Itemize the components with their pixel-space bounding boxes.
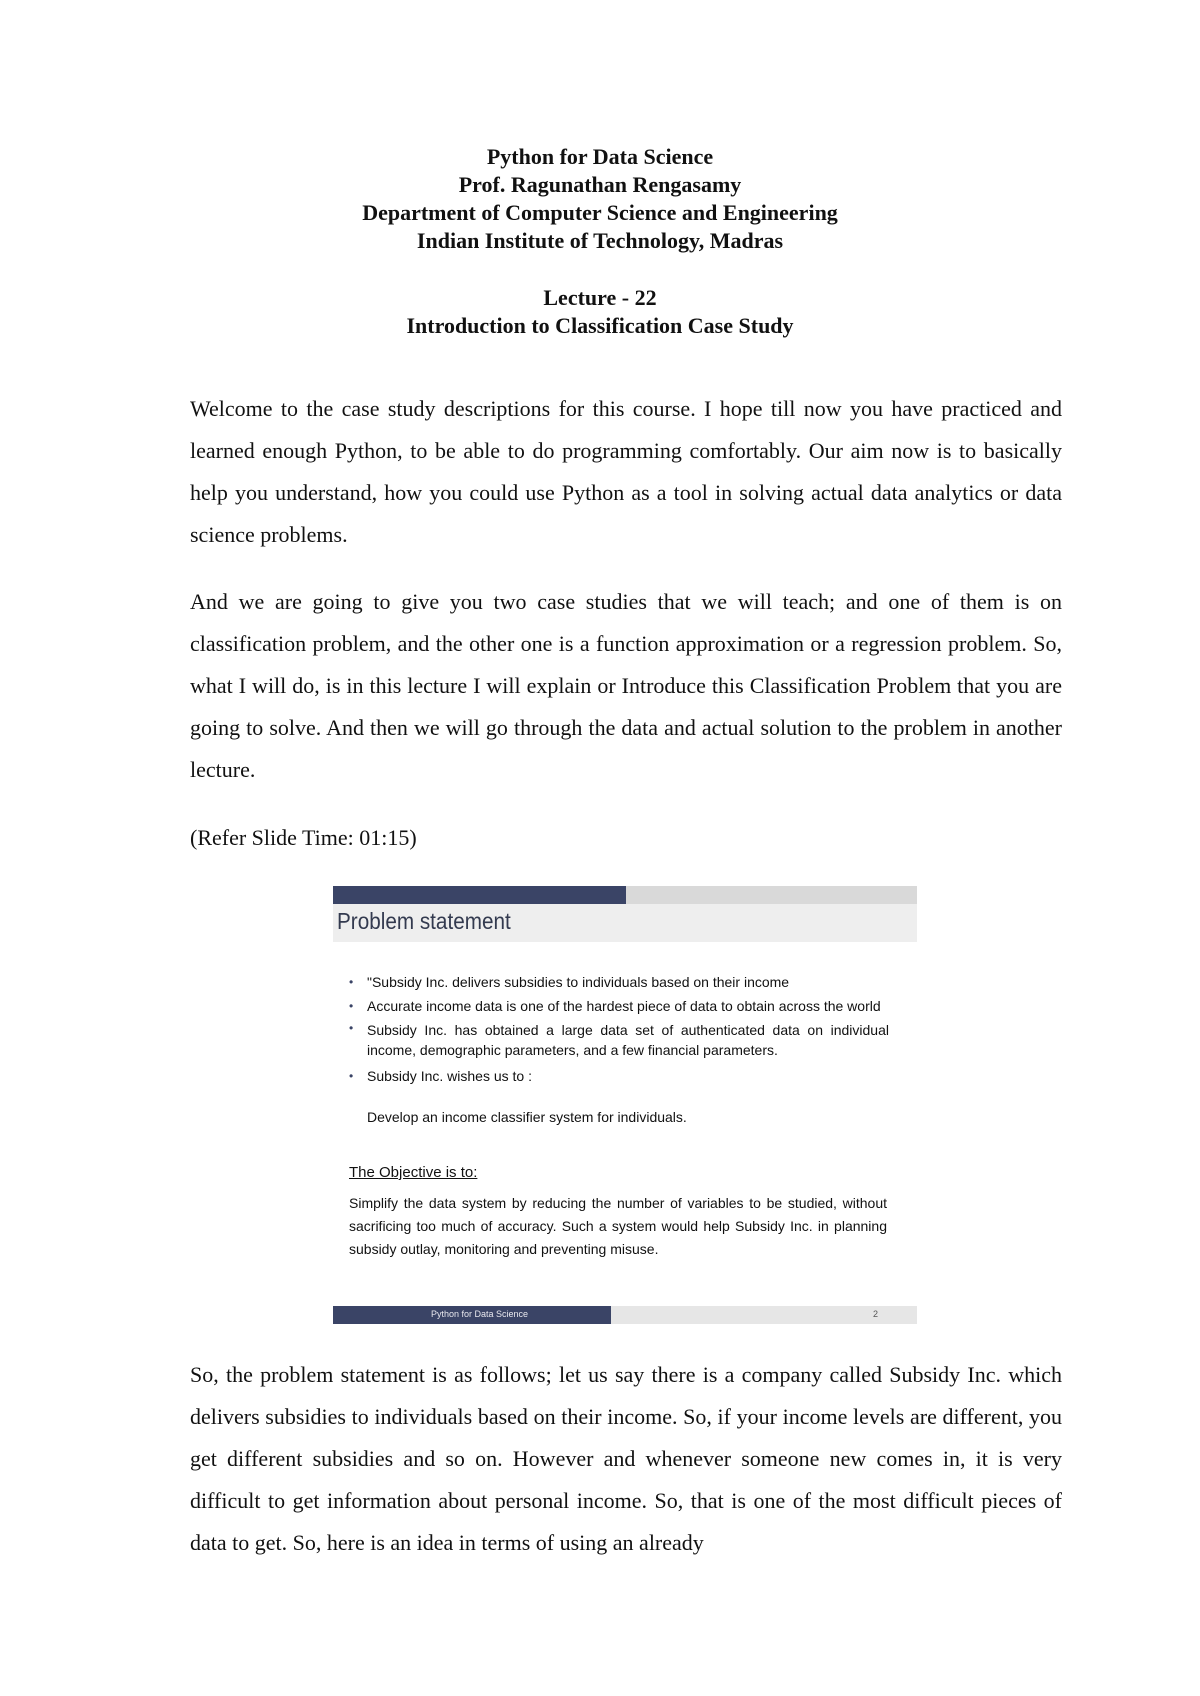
slide-footer-text: Python for Data Science [431, 1309, 529, 1319]
slide-bullet: • Subsidy Inc. wishes us to : [349, 1064, 889, 1088]
bullet-icon: • [349, 975, 354, 989]
slide-image [333, 886, 917, 1324]
lecture-number: Lecture - 22 [543, 285, 657, 310]
bullet-icon: • [349, 999, 354, 1013]
department-name: Department of Computer Science and Engineering [362, 200, 838, 225]
slide-sub-item: Develop an income classifier system for individuals. [367, 1109, 687, 1125]
lecture-heading [0, 284, 1200, 340]
bullet-icon: • [349, 1021, 354, 1035]
slide-bullet-list [349, 970, 889, 1088]
slide-bullet: • Accurate income data is one of the hardest piece of data to obtain across the world [349, 994, 889, 1018]
professor-name: Prof. Ragunathan Rengasamy [458, 172, 742, 197]
paragraph-intro: Welcome to the case study descriptions for this course. I hope till now you have practiced and learned enough Python, to be able to do programming comfortably. Our aim now is to basically help you understand, how you could use Python as a tool in solving actual data analytics or data science problems. [190, 396, 1062, 547]
slide-page-number: 2 [873, 1309, 879, 1319]
lecture-title: Introduction to Classification Case Study [406, 313, 794, 338]
slide-bullet: • "Subsidy Inc. delivers subsidies to individuals based on their income [349, 970, 889, 994]
slide-top-bar-light [626, 886, 917, 904]
slide-footer-bar-light [611, 1306, 917, 1324]
paragraph-problem-statement: So, the problem statement is as follows; let us say there is a company called Subsidy Inc. which delivers subsidies to individuals based on their income. So, if your income levels are different, you get different subsidies and so on. However and whenever someone new comes in, it is very difficult to get information about personal income. So, that is one of the most difficult pieces of data to get. So, here is an idea in terms of using an already [190, 1362, 1062, 1555]
institute-name: Indian Institute of Technology, Madras [416, 228, 784, 253]
slide-objective-text: Simplify the data system by reducing the number of variables to be studied, without sacrificing too much of accuracy. Such a system would help Subsidy Inc. in planning subsidy outlay, monitoring and preventing misuse. [349, 1195, 887, 1257]
paragraph-case-studies: And we are going to give you two case studies that we will teach; and one of them is on classification problem, and the other one is a function approximation or a regression problem. So, what I will do, is in this lecture I will explain or Introduce this Classification Problem that you are going to solve. And then we will go through the data and actual solution to the problem in another lecture. [190, 589, 1062, 782]
course-title: Python for Data Science [486, 144, 714, 169]
slide-bullet: • Subsidy Inc. has obtained a large data set of authenticated data on individual income, demographic parameters, and a few financial parameters. [349, 1018, 889, 1064]
bullet-icon: • [349, 1069, 354, 1083]
document-header [0, 143, 1200, 255]
slide-top-bar-dark [333, 886, 626, 904]
slide-time-reference: (Refer Slide Time: 01:15) [190, 825, 417, 850]
slide-objective-heading: The Objective is to: [349, 1164, 478, 1181]
slide-title: Problem statement [337, 908, 511, 934]
